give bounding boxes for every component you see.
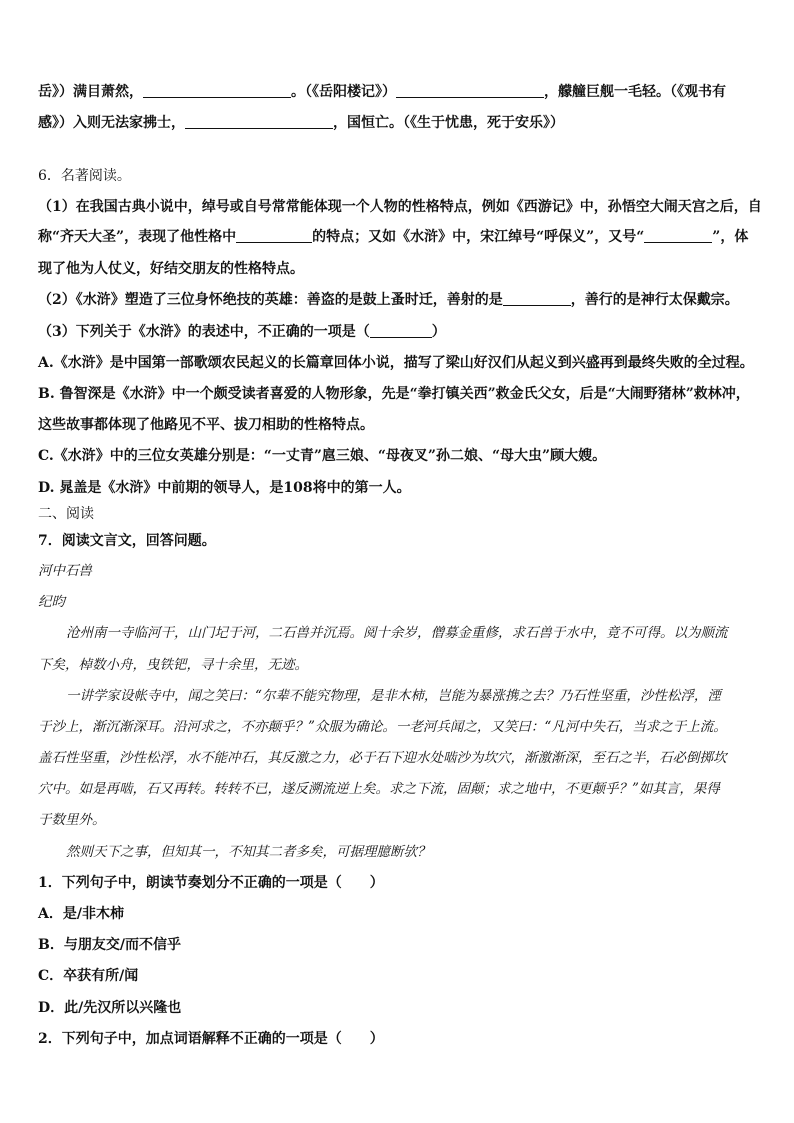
question-7-title: 7．阅读文言文，回答问题。 <box>38 533 216 549</box>
answer-blank[interactable] <box>396 83 544 98</box>
q6-option-d: D. 晁盖是《水浒》中前期的领导人，是108将中的第一人。 <box>38 480 411 496</box>
passage-author: 纪昀 <box>38 594 65 610</box>
passage-title: 河中石兽 <box>38 563 92 579</box>
q7-sub1-option-c: C．卒获有所/闻 <box>38 968 139 984</box>
passage-para2-line1: 一讲学家设帐寺中，闻之笑曰：“尔辈不能究物理，是非木柿，岂能为暴涨携之去？乃石性坚重，沙性松浮，湮 <box>66 688 721 704</box>
q6-text: （3）下列关于《水浒》的表述中，不正确的一项是（ <box>38 324 370 340</box>
poem-source: 。（《岳阳楼记》） <box>291 84 396 100</box>
q6-text: ”，体 <box>712 229 749 245</box>
q7-sub1-option-d: D．此/先汉所以兴隆也 <box>38 1000 182 1016</box>
poem-line-1 <box>38 82 726 102</box>
passage-para1-line1: 沧州南一寺临河干，山门圮于河，二石兽并沉焉。阅十余岁，僧募金重修，求石兽于水中，竟不可得。以为顺流 <box>66 625 728 641</box>
q6-part3 <box>38 322 446 342</box>
q6-option-b-line2: 这些故事都体现了他路见不平、拔刀相助的性格特点。 <box>38 417 374 433</box>
passage-para1-line2: 下矣，棹数小舟，曳铁钯，寻十余里，无迹。 <box>38 657 308 673</box>
answer-blank[interactable] <box>236 228 312 243</box>
poem-source: ，国恒亡。（《生于忧患，死于安乐》） <box>333 115 564 131</box>
q6-text: 称“齐天大圣”，表现了他性格中 <box>38 229 237 245</box>
answer-blank[interactable] <box>143 83 291 98</box>
passage-para3: 然则天下之事，但知其一，不知其二者多矣，可据理臆断欤？ <box>66 844 431 860</box>
answer-blank[interactable] <box>185 114 333 129</box>
poem-text: 岳》）满目萧然， <box>38 84 143 100</box>
answer-blank[interactable] <box>644 228 712 243</box>
passage-para2-line3: 盖石性坚重，沙性松浮，水不能冲石，其反激之力，必于石下迎水处啮沙为坎穴，渐激渐深，至石之半，石必倒掷坎 <box>38 750 727 766</box>
answer-blank[interactable] <box>370 323 432 338</box>
q6-part2 <box>38 290 739 310</box>
q6-text: 的特点；又如《水浒》中，宋江绰号“呼保义”，又号“ <box>312 229 645 245</box>
q6-part1-line2 <box>38 227 748 247</box>
passage-para2-line2: 于沙上，渐沉渐深耳。沿河求之，不亦颠乎？”众服为确论。一老河兵闻之，又笑曰：“凡河中失石，当求之于上流。 <box>38 719 727 735</box>
q6-option-b-line1: B. 鲁智深是《水浒》中一个颇受读者喜爱的人物形象，先是“拳打镇关西”救金氏父女，后是“大闹野猪林”救林冲， <box>38 386 750 402</box>
passage-para2-line5: 于数里外。 <box>38 812 106 828</box>
poem-text: 感》）入则无法家拂士， <box>38 115 185 131</box>
answer-blank[interactable] <box>503 291 571 306</box>
passage-para2-line4: 穴中。如是再啮，石又再转。转转不已，遂反溯流逆上矣。求之下流，固颠；求之地中，不更颠乎？”如其言，果得 <box>38 781 720 797</box>
poem-text: ，艨艟巨舰一毛轻。（《观书有 <box>544 84 726 100</box>
q7-sub1-option-b: B．与朋友交/而不信乎 <box>38 937 181 953</box>
question-6-title: 6．名著阅读。 <box>38 168 131 184</box>
q6-text: （2）《水浒》塑造了三位身怀绝技的英雄：善盗的是鼓上蚤时迁，善射的是 <box>38 292 503 308</box>
q6-option-a: A.《水浒》是中国第一部歌颂农民起义的长篇章回体小说，描写了梁山好汉们从起义到兴盛再到最终失败的全过程。 <box>38 355 754 371</box>
section-heading: 二、阅读 <box>38 506 94 522</box>
q6-part1-line1: （1）在我国古典小说中，绰号或自号常常能体现一个人物的性格特点，例如《西游记》中，孙悟空大闹天宫之后，自 <box>38 199 762 215</box>
q6-option-c: C.《水浒》中的三位女英雄分别是：“一丈青”扈三娘、“母夜叉”孙二娘、“母大虫”顾大嫂。 <box>38 448 607 464</box>
poem-line-2 <box>38 113 564 133</box>
q6-text: ，善行的是神行太保戴宗。 <box>570 292 739 308</box>
q7-sub1-option-a: A．是/非木柿 <box>38 906 124 922</box>
q6-text: ） <box>431 324 446 340</box>
q6-part1-line3: 现了他为人仗义，好结交朋友的性格特点。 <box>38 261 304 277</box>
q7-sub1: 1．下列句子中，朗读节奏划分不正确的一项是（ ） <box>38 875 384 891</box>
q7-sub2: 2．下列句子中，加点词语解释不正确的一项是（ ） <box>38 1031 384 1047</box>
